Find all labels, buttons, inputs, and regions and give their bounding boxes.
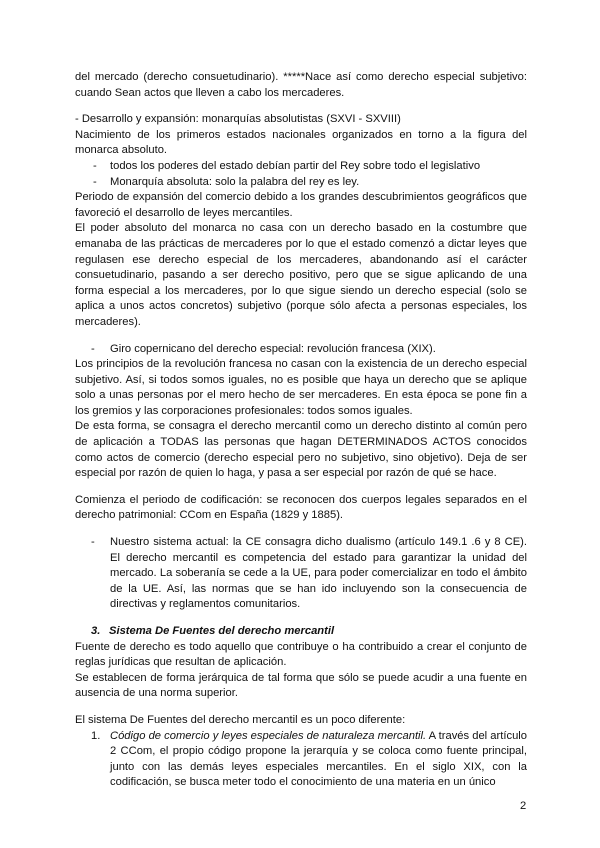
paragraph: Comienza el periodo de codificación: se reconocen dos cuerpos legales separados en el derecho patrimonial: CCom en España (1829 y 1885). — [75, 493, 527, 522]
paragraph: del mercado (derecho consuetudinario). *****Nace así como derecho especial subjetivo: cuando Sean actos que lleven a cabo los mercaderes. — [75, 71, 527, 99]
paragraph: El sistema De Fuentes del derecho mercantil es un poco diferente: — [75, 713, 406, 726]
bullet-item: - Giro copernicano del derecho especial: revolución francesa (XIX). — [91, 342, 527, 358]
bullet-dash: - — [91, 342, 95, 355]
bullet-dash: - — [91, 536, 95, 549]
paragraph: Periodo de expansión del comercio debido a los grandes descubrimientos geográficos que favoreció el desarrollo de leyes mercantiles. — [75, 191, 527, 219]
bullet-dash: - — [93, 159, 97, 172]
section-heading: 3. Sistema De Fuentes del derecho mercantil — [91, 624, 527, 640]
paragraph: Nacimiento de los primeros estados nacionales organizados en torno a la figura del monarca absoluto. — [75, 128, 527, 157]
bullet-item: - Nuestro sistema actual: la CE consagra dicho dualismo (artículo 149.1 .6 y 8 CE). El derecho mercantil es competencia del estado para garantizar la unidad del mercado. La soberanía se cede a la UE, para poder comercializar en todo el ámbito de la UE. Así, las normas que se han ido incluyendo son la consecuencia de directivas y reglamentos comunitarios. — [91, 535, 527, 613]
page-number: 2 — [520, 800, 527, 812]
paragraph: De esta forma, se consagra el derecho mercantil como un derecho distinto al común pero de aplicación a TODAS las personas que hagan DETERMINADOS ACTOS conocidos como actos de comercio (derecho especial pero no subjetivo, sino objetivo). Deja de ser especial por razón de quien lo haga, y pasa a ser especial por razón de qué se hace. — [75, 420, 527, 480]
numbered-item-title: Código de comercio y leyes especiales de naturaleza mercantil. — [110, 729, 427, 742]
bullet-dash: - — [93, 175, 97, 188]
section-heading-text: Sistema De Fuentes del derecho mercantil — [109, 625, 335, 637]
paragraph: Fuente de derecho es todo aquello que contribuye o ha contribuido a crear el conjunto de reglas jurídicas que resultan de aplicación. — [75, 640, 527, 669]
paragraph: Se establecen de forma jerárquica de tal forma que sólo se puede acudir a una fuente en ausencia de una norma superior. — [75, 671, 527, 700]
section-subheading: - Desarrollo y expansión: monarquías absolutistas (SXVI - SXVIII) — [75, 113, 401, 126]
bullet-item: - todos los poderes del estado debían partir del Rey sobre todo el legislativo — [93, 159, 527, 175]
document-body — [75, 70, 527, 791]
numbered-item: 1. Código de comercio y leyes especiales de naturaleza mercantil. A través del artículo 2 CCom, el propio código propone la jerarquía y se coloca como fuente principal, junto con las demás leyes especiales mercantiles. En el siglo XIX, con la codificación, se busca meter todo el conocimiento de una materia en un único — [91, 729, 527, 789]
paragraph: Los principios de la revolución francesa no casan con la existencia de un derecho especial subjetivo. Así, si todos somos iguales, no es posible que haya un derecho que se aplique solo a unas personas por el mero hecho de ser mercaderes. En esta época se pone fin a los gremios y las corporaciones profesionales: todos somos iguales. — [75, 358, 527, 417]
bullet-item: - Monarquía absoluta: solo la palabra del rey es ley. — [93, 175, 527, 191]
paragraph: El poder absoluto del monarca no casa con un derecho basado en la costumbre que emanaba de las prácticas de mercaderes por lo que el estado comenzó a dictar leyes que regulasen ese derecho especial de los mercaderes, abandonando así el carácter consuetudinario, pasando a ser derecho positivo, pero que se sigue aplicando de una forma especial a los mercaderes, por lo que sigue siendo un derecho especial (solo se aplica a unos actos concretos) subjetivo (porque sólo afecta a personas especiales, los mercaderes). — [75, 222, 527, 328]
